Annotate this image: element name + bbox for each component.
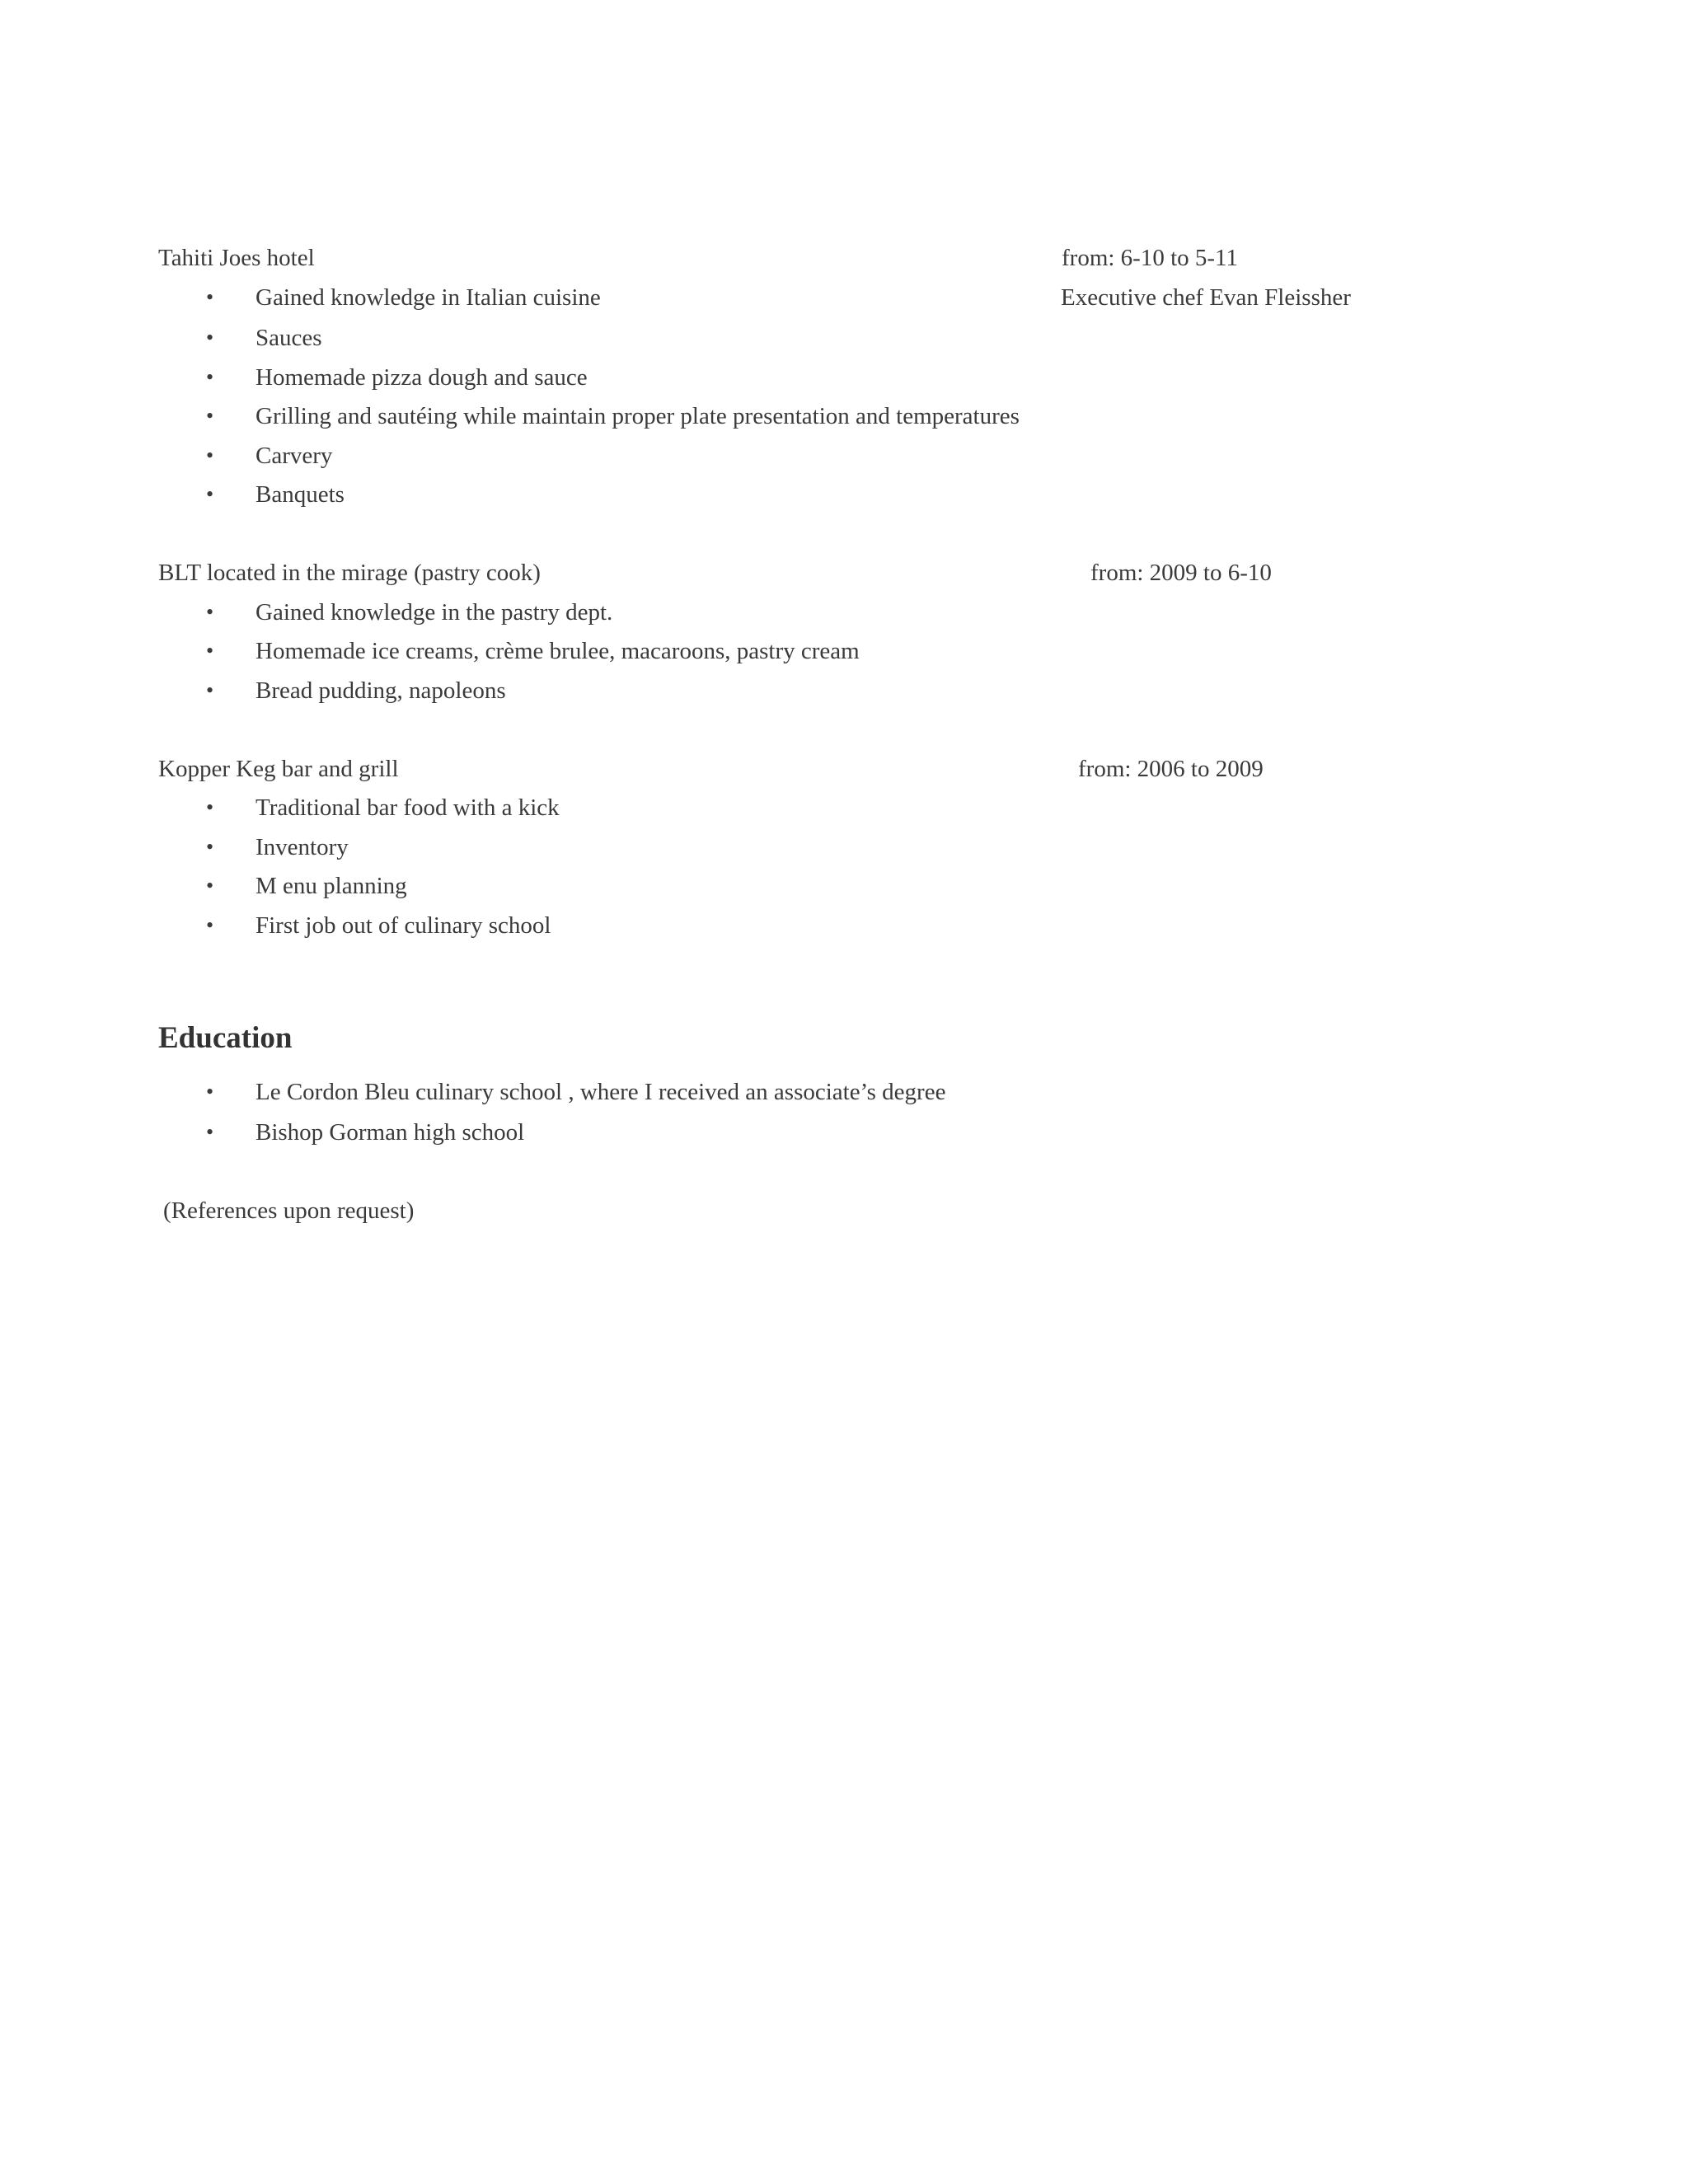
job-dates: from: 2009 to 6-10 <box>1090 560 1272 586</box>
job-supervisor: Executive chef Evan Fleissher <box>1061 284 1351 311</box>
job-dates: from: 6-10 to 5-11 <box>1062 245 1238 271</box>
job-dates: from: 2006 to 2009 <box>1078 756 1264 782</box>
bullet-icon: • <box>206 404 214 428</box>
job-employer: Tahiti Joes hotel <box>158 245 315 271</box>
bullet-icon: • <box>206 835 214 859</box>
bullet-icon: • <box>206 913 214 937</box>
bullet-icon: • <box>206 443 214 467</box>
job-employer: Kopper Keg bar and grill <box>158 756 399 782</box>
bullet-icon: • <box>206 365 214 389</box>
bullet-icon: • <box>206 285 214 309</box>
resume-page: Tahiti Joes hotel from: 6-10 to 5-11 Executive chef Evan Fleissher • Gained knowledge in Italian cuisine • Sauces • Homemade pizza dough and sauce • Grilling and sautéing while maintain proper plate presentation and temperatures • Carvery • Banquets BLT located in the mirage (pastry cook) from: 2009 to 6-10 • Gained knowledge in the pastry dept. • Homemade ice creams, crème brulee, macaroons, pastry cream • Bread pudding, napoleons Kopper Keg bar and grill from: 2006 to 2009 • Traditional bar food with a kick • Inventory • M enu planning • First job out of culinary school Education • Le Cordon Bleu culinary school , where I received an associate’s degree • Bishop Gorman high school (References upon request) <box>158 245 1351 1224</box>
bullet-icon: • <box>206 678 214 702</box>
bullet-icon: • <box>206 795 214 819</box>
bullet-icon: • <box>206 600 214 624</box>
references-note: (References upon request) <box>163 1197 415 1224</box>
bullet-icon: • <box>206 874 214 898</box>
bullet-icon: • <box>206 326 214 349</box>
bullet-icon: • <box>206 1120 214 1144</box>
job-employer: BLT located in the mirage (pastry cook) <box>158 560 541 586</box>
bullet-icon: • <box>206 1080 214 1104</box>
bullet-icon: • <box>206 482 214 506</box>
section-heading-education: Education <box>158 1021 293 1055</box>
bullet-icon: • <box>206 639 214 663</box>
